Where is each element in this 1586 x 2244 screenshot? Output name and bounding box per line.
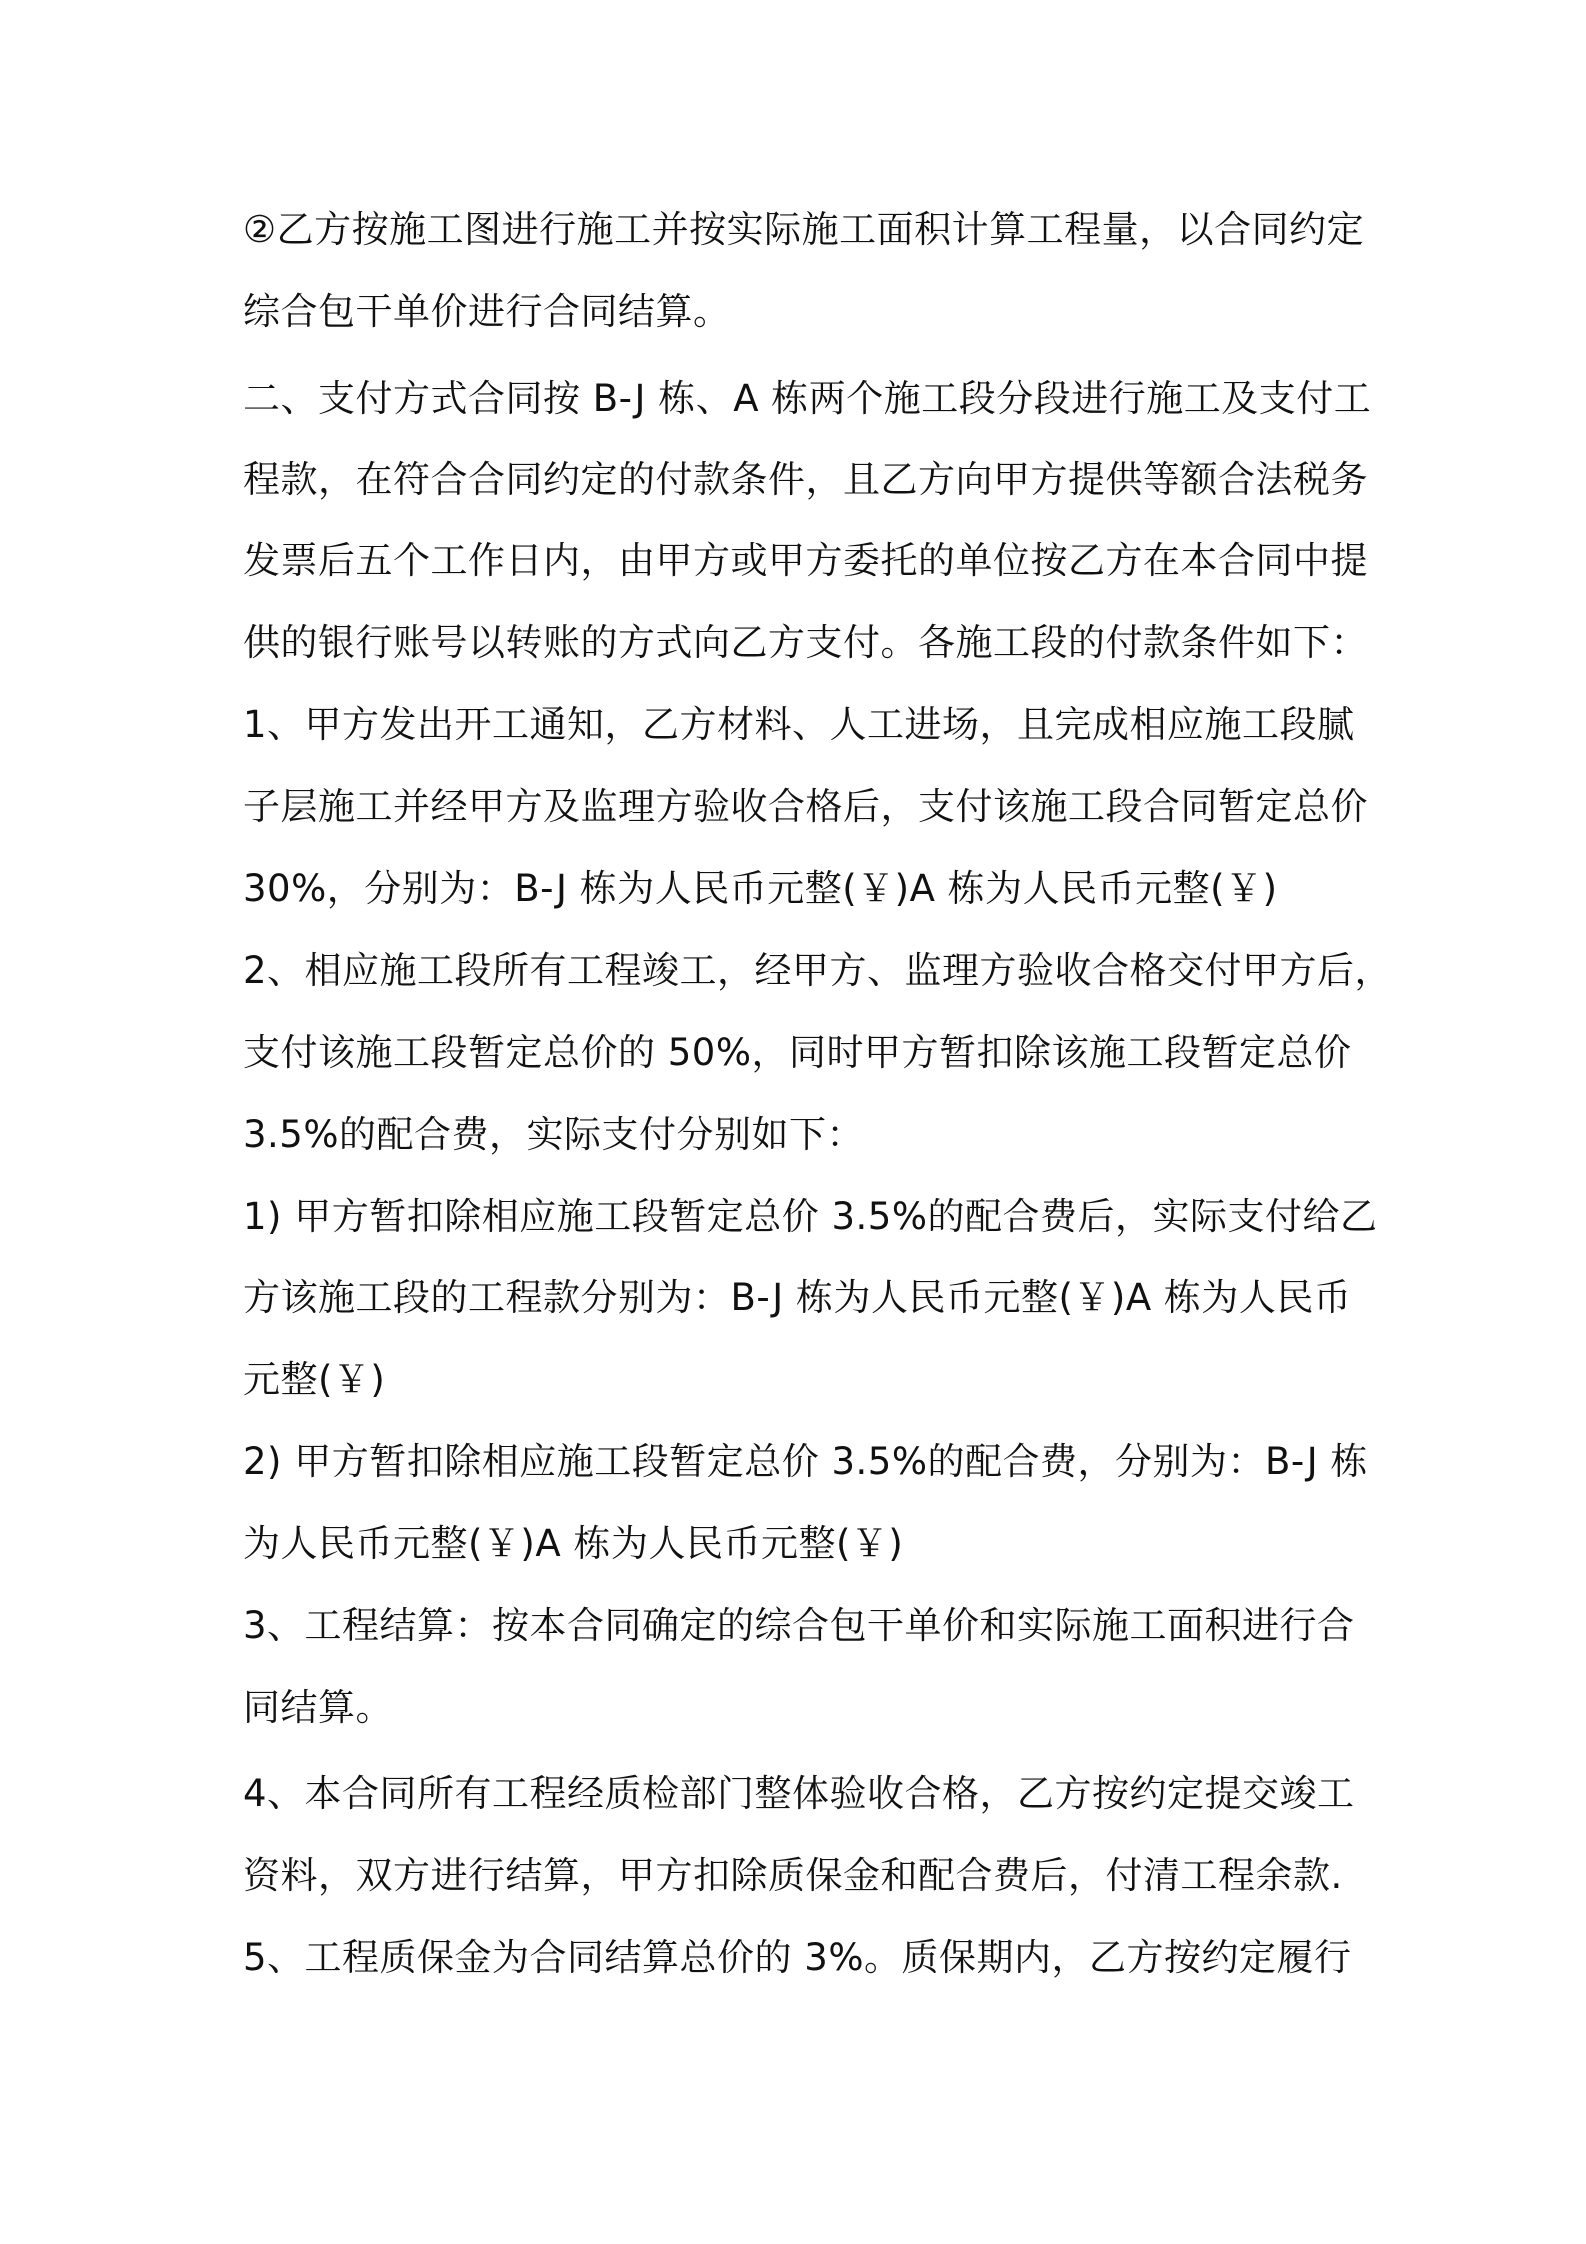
text-line: ②乙方按施工图进行施工并按实际施工面积计算工程量，以合同约定 xyxy=(243,208,1365,251)
text-line: 2) 甲方暂扣除相应施工段暂定总价 3.5%的配合费，分别为：B-J 栋 xyxy=(243,1440,1368,1483)
text-line: 元整(￥) xyxy=(243,1358,386,1401)
text-line: 发票后五个工作日内，由甲方或甲方委托的单位按乙方在本合同中提 xyxy=(243,539,1368,582)
text-line: 30%，分别为：B-J 栋为人民币元整(￥)A 栋为人民币元整(￥) xyxy=(243,867,1278,910)
text-line: 程款，在符合合同约定的付款条件，且乙方向甲方提供等额合法税务 xyxy=(243,458,1368,501)
text-line: 二、支付方式合同按 B-J 栋、A 栋两个施工段分段进行施工及支付工 xyxy=(243,377,1372,420)
text-line: 4、本合同所有工程经质检部门整体验收合格，乙方按约定提交竣工 xyxy=(243,1772,1355,1815)
text-line: 为人民币元整(￥)A 栋为人民币元整(￥) xyxy=(243,1522,904,1565)
text-line: 2、相应施工段所有工程竣工，经甲方、监理方验收合格交付甲方后， xyxy=(243,949,1393,992)
text-line: 支付该施工段暂定总价的 50%，同时甲方暂扣除该施工段暂定总价 xyxy=(243,1031,1352,1074)
text-line: 3、工程结算：按本合同确定的综合包干单价和实际施工面积进行合 xyxy=(243,1604,1355,1647)
text-line: 1) 甲方暂扣除相应施工段暂定总价 3.5%的配合费后，实际支付给乙 xyxy=(243,1195,1378,1238)
text-line: 3.5%的配合费，实际支付分别如下： xyxy=(243,1113,864,1156)
text-line: 5、工程质保金为合同结算总价的 3%。质保期内，乙方按约定履行 xyxy=(243,1936,1352,1979)
text-line: 供的银行账号以转账的方式向乙方支付。各施工段的付款条件如下： xyxy=(243,621,1368,664)
text-line: 1、甲方发出开工通知，乙方材料、人工进场，且完成相应施工段腻 xyxy=(243,703,1355,746)
text-line: 同结算。 xyxy=(243,1686,393,1729)
text-line: 子层施工并经甲方及监理方验收合格后，支付该施工段合同暂定总价 xyxy=(243,785,1368,828)
text-line: 综合包干单价进行合同结算。 xyxy=(243,290,731,333)
text-line: 方该施工段的工程款分别为：B-J 栋为人民币元整(￥)A 栋为人民币 xyxy=(243,1276,1352,1319)
text-line: 资料，双方进行结算，甲方扣除质保金和配合费后，付清工程余款. xyxy=(243,1854,1343,1897)
